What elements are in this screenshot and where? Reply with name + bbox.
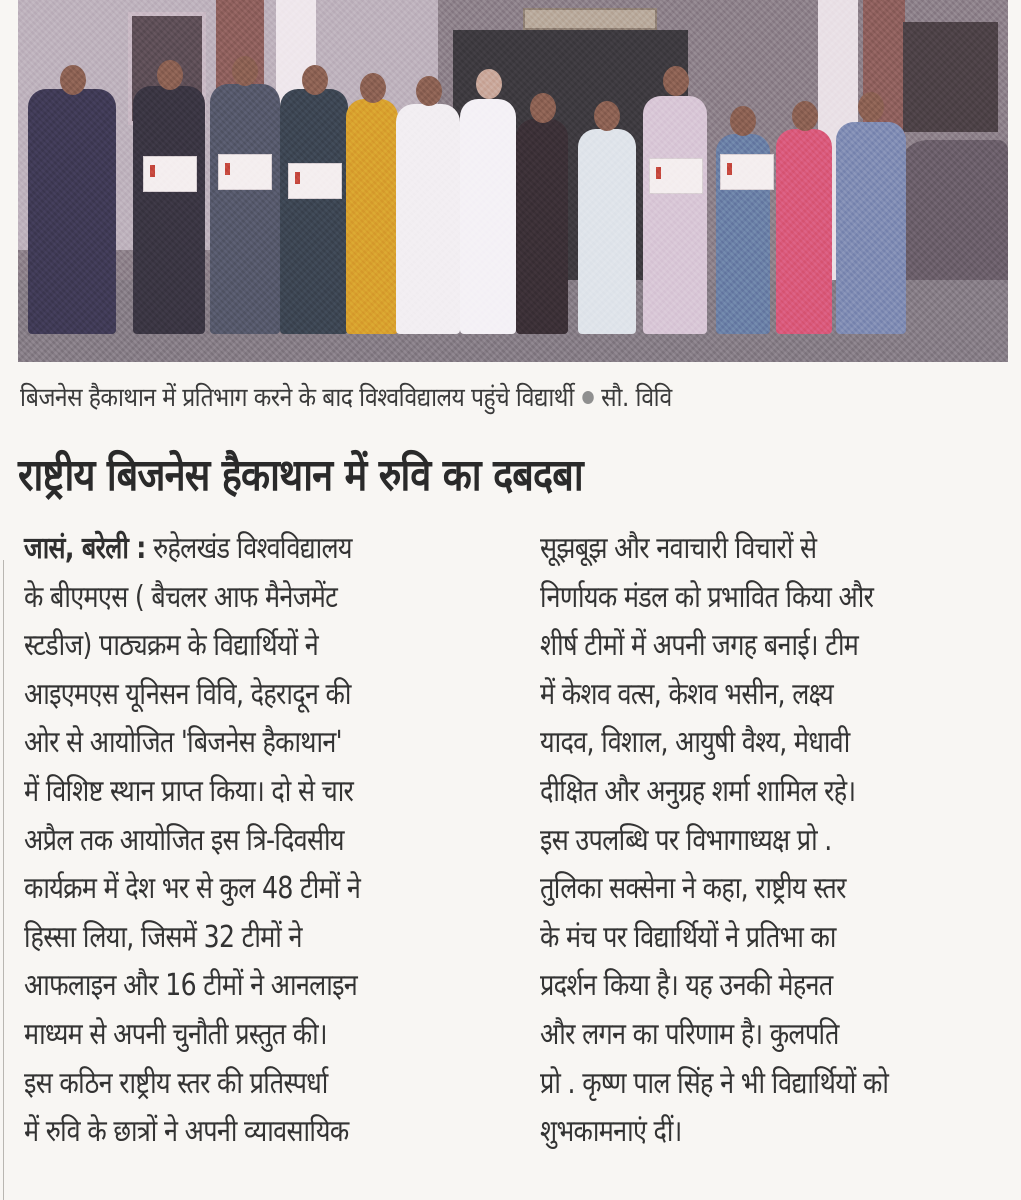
article-line: आइएमएस यूनिसन विवि, देहरादून की (24, 676, 351, 712)
article-line: शीर्ष टीमों में अपनी जगह बनाई। टीम (540, 628, 859, 664)
bullet-icon (583, 391, 594, 404)
photo-credit: सौ. विवि (601, 383, 672, 413)
article-line: में रुवि के छात्रों ने अपनी व्यावसायिक (24, 1114, 349, 1150)
article-line: प्रदर्शन किया है। यह उनकी मेहनत (540, 968, 833, 1004)
caption-text: बिजनेस हैकाथान में प्रतिभाग करने के बाद विश्वविद्यालय पहुंचे विद्यार्थी (20, 383, 574, 413)
article-line: इस कठिन राष्ट्रीय स्तर की प्रतिस्पर्धा (24, 1065, 328, 1101)
article-line: कार्यक्रम में देश भर से कुल 48 टीमों ने (24, 871, 361, 907)
article-dateline: जासं, बरेली : (24, 531, 146, 566)
article-line: माध्यम से अपनी चुनौती प्रस्तुत की। (24, 1016, 327, 1052)
clipping-edge-line (3, 560, 4, 1200)
article-line: और लगन का परिणाम है। कुलपति (540, 1016, 839, 1052)
article-line: सूझबूझ और नवाचारी विचारों से (540, 531, 817, 566)
news-photo (18, 0, 1008, 362)
article-line: के बीएमएस ( बैचलर आफ मैनेजमेंट (24, 579, 338, 615)
article-line: में विशिष्ट स्थान प्राप्त किया। दो से चार (24, 773, 354, 809)
article-line: इस उपलब्धि पर विभागाध्यक्ष प्रो . (540, 822, 832, 858)
article-line: ओर से आयोजित 'बिजनेस हैकाथान' (24, 725, 342, 761)
photo-caption (20, 381, 891, 415)
article-line: प्रो . कृष्ण पाल सिंह ने भी विद्यार्थियों को (540, 1065, 889, 1101)
article-line: स्टडीज) पाठ्यक्रम के विद्यार्थियों ने (24, 628, 319, 664)
photo-print-grain (18, 0, 1008, 362)
article-line: जासं, बरेली : रुहेलखंड विश्वविद्यालय (24, 531, 352, 566)
article-column-left (24, 525, 504, 1157)
article-line: यादव, विशाल, आयुषी वैश्य, मेधावी (540, 725, 850, 761)
article-line: आफलाइन और 16 टीमों ने आनलाइन (24, 968, 358, 1004)
article-line: के मंच पर विद्यार्थियों ने प्रतिभा का (540, 919, 836, 955)
article-column-right (540, 525, 1020, 1157)
article-line: हिस्सा लिया, जिसमें 32 टीमों ने (24, 919, 302, 955)
article-line: निर्णायक मंडल को प्रभावित किया और (540, 579, 874, 615)
article-line: शुभकामनाएं दीं। (540, 1114, 682, 1150)
article-headline: राष्ट्रीय बिजनेस हैकाथान में रुवि का दबदबा (18, 450, 583, 501)
article-line: तुलिका सक्सेना ने कहा, राष्ट्रीय स्तर (540, 871, 846, 907)
article-line: अप्रैल तक आयोजित इस त्रि-दिवसीय (24, 822, 344, 858)
article-line: दीक्षित और अनुग्रह शर्मा शामिल रहे। (540, 773, 856, 809)
article-line: में केशव वत्स, केशव भसीन, लक्ष्य (540, 676, 834, 712)
